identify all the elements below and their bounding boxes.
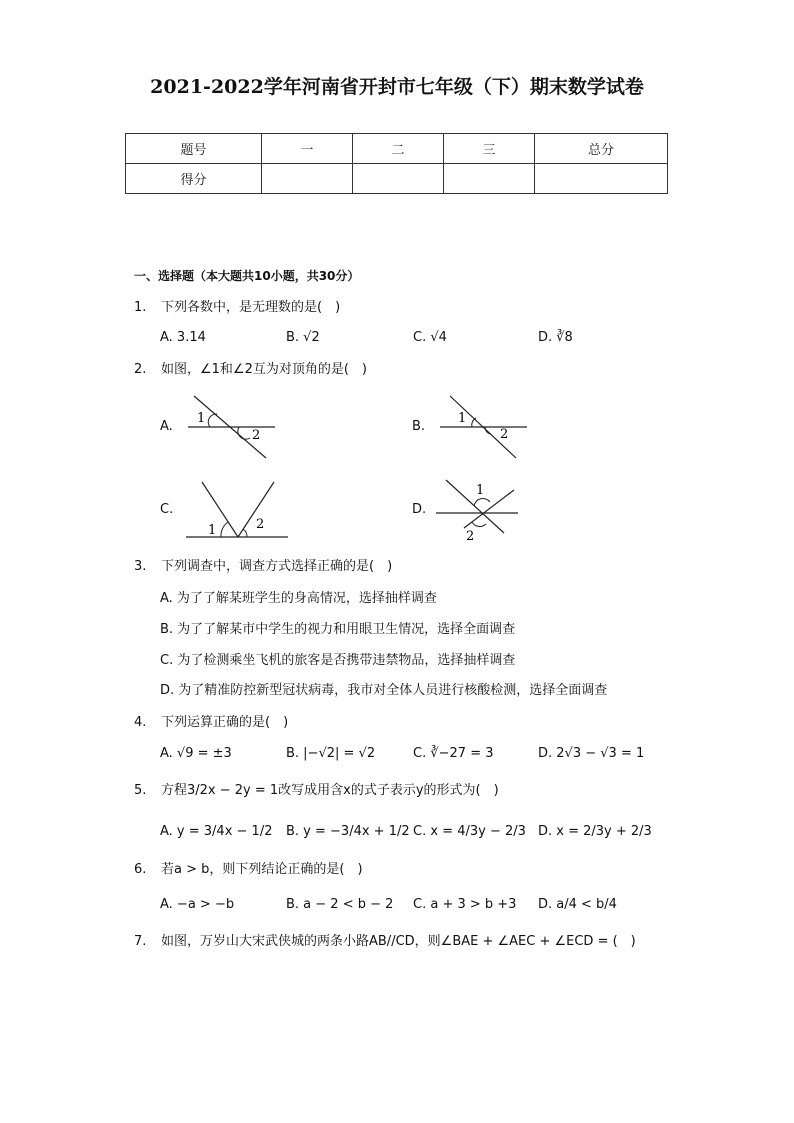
option-c[interactable]: C. 为了检测乘坐飞机的旅客是否携带违禁物品，选择抽样调查 — [160, 653, 516, 668]
option-d[interactable]: D. 2√3 − √3 = 1 — [538, 746, 645, 761]
score-table-score-row — [126, 164, 668, 194]
score-cell — [444, 164, 535, 194]
question-text: 如图，∠1和∠2互为对顶角的是( ) — [161, 362, 367, 377]
question-number: 3. — [134, 559, 147, 574]
question-number: 6. — [134, 862, 147, 877]
option-b[interactable]: B. |−√2| = √2 — [286, 746, 376, 761]
question-2 — [134, 361, 367, 379]
question-4 — [134, 714, 288, 732]
figure-label-b[interactable]: B. — [412, 419, 426, 434]
figure-label-c[interactable]: C. — [160, 502, 174, 517]
option-c[interactable]: C. ∛−27 = 3 — [413, 746, 494, 761]
option-a[interactable]: A. 为了了解某班学生的身高情况，选择抽样调查 — [160, 591, 437, 606]
question-number: 7. — [134, 934, 147, 949]
figure-b — [432, 394, 532, 460]
figure-c — [180, 480, 290, 542]
angle-label-2: 2 — [256, 517, 265, 532]
angle-label-1: 1 — [197, 411, 206, 426]
option-c[interactable]: C. x = 4/3y − 2/3 — [413, 824, 526, 839]
score-cell: 得分 — [126, 164, 262, 194]
angle-label-1: 1 — [208, 523, 217, 538]
angle-label-2: 2 — [252, 428, 261, 443]
option-b[interactable]: B. y = −3/4x + 1/2 — [286, 824, 410, 839]
score-cell: 题号 — [126, 134, 262, 164]
score-cell: 总分 — [535, 134, 668, 164]
question-number: 2. — [134, 362, 147, 377]
figure-d — [432, 478, 532, 542]
figure-label-a[interactable]: A. — [160, 419, 173, 434]
question-text: 若a > b，则下列结论正确的是( ) — [161, 862, 363, 877]
score-cell: 三 — [444, 134, 535, 164]
option-a[interactable]: A. 3.14 — [160, 330, 206, 345]
option-a[interactable]: A. y = 3/4x − 1/2 — [160, 824, 273, 839]
question-text: 下列运算正确的是( ) — [161, 715, 289, 730]
section-heading: 一、选择题（本大题共10小题，共30分） — [134, 269, 360, 283]
question-number: 1. — [134, 300, 147, 315]
angle-label-1: 1 — [476, 483, 485, 498]
score-table-header-row — [126, 134, 668, 164]
option-d[interactable]: D. ∛8 — [538, 330, 573, 345]
option-c[interactable]: C. a + 3 > b +3 — [413, 897, 517, 912]
question-text: 如图，万岁山大宋武侠城的两条小路AB//CD，则∠BAE + ∠AEC + ∠ECD = ( ) — [161, 934, 636, 949]
score-table — [125, 133, 668, 194]
score-cell — [535, 164, 668, 194]
question-text: 方程3/2x − 2y = 1改写成用含x的式子表示y的形式为( ) — [161, 783, 499, 798]
question-number: 5. — [134, 783, 147, 798]
option-d[interactable]: D. x = 2/3y + 2/3 — [538, 824, 652, 839]
option-d[interactable]: D. a/4 < b/4 — [538, 897, 617, 912]
angle-label-1: 1 — [458, 411, 467, 426]
score-cell: 二 — [353, 134, 444, 164]
question-text: 下列各数中，是无理数的是( ) — [161, 300, 341, 315]
exam-title: 2021-2022学年河南省开封市七年级（下）期末数学试卷 — [150, 76, 644, 98]
option-a[interactable]: A. −a > −b — [160, 897, 235, 912]
option-a[interactable]: A. √9 = ±3 — [160, 746, 232, 761]
option-b[interactable]: B. 为了了解某市中学生的视力和用眼卫生情况，选择全面调查 — [160, 622, 516, 637]
figure-label-d[interactable]: D. — [412, 502, 427, 517]
angle-label-2: 2 — [466, 529, 475, 544]
question-number: 4. — [134, 715, 147, 730]
question-1 — [134, 299, 340, 317]
score-cell: 一 — [262, 134, 353, 164]
score-cell — [262, 164, 353, 194]
question-7 — [134, 933, 636, 951]
option-b[interactable]: B. √2 — [286, 330, 320, 345]
question-5 — [134, 782, 499, 800]
option-b[interactable]: B. a − 2 < b − 2 — [286, 897, 394, 912]
option-d[interactable]: D. 为了精准防控新型冠状病毒，我市对全体人员进行核酸检测，选择全面调查 — [160, 683, 608, 698]
question-text: 下列调查中，调查方式选择正确的是( ) — [161, 559, 393, 574]
angle-label-2: 2 — [500, 427, 509, 442]
score-cell — [353, 164, 444, 194]
question-3 — [134, 558, 392, 576]
question-6 — [134, 861, 363, 879]
option-c[interactable]: C. √4 — [413, 330, 447, 345]
figure-a — [180, 394, 280, 460]
